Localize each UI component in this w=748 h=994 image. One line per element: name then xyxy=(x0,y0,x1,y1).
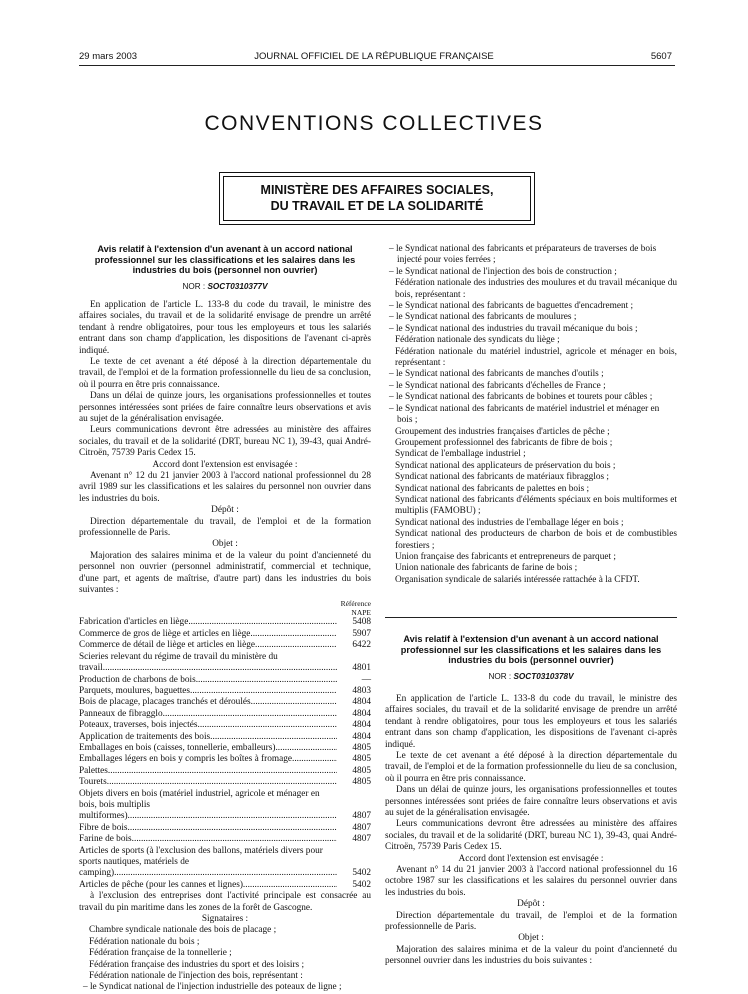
avis2-title: Avis relatif à l'extension d'un avenant à un accord national professionnel sur les classifications et les salaires dans les industries du bois (personnel ouvrier) xyxy=(400,634,662,665)
nape-row xyxy=(79,617,371,628)
signataire-item: Fédération nationale des syndicats du liège ; xyxy=(395,335,560,346)
avis2-objet-text: Majoration des salaires minima et de la valeur du point d'ancienneté du personnel ouvrier dans les industries du bois suivantes : xyxy=(385,944,677,967)
signataire-item: – le Syndicat national des industries du travail mécanique du bois ; xyxy=(389,323,638,334)
signataire-item: Syndicat national des fabricants d'éléments spéciaux en bois multiformes et multiplis (FAMOBU) ; xyxy=(395,494,677,517)
avis1-depot-text: Direction départementale du travail, de l'emploi et de la formation professionnelle de Paris. xyxy=(79,516,371,539)
signataire-item: Syndicat de l'emballage industriel ; xyxy=(395,449,526,460)
signataire-item: – le Syndicat national des fabricants de manches d'outils ; xyxy=(389,369,604,380)
avis1-signataires-label: Signataires : xyxy=(201,914,249,925)
nape-code: 4805 xyxy=(352,742,371,753)
nape-row xyxy=(79,777,371,788)
nape-row xyxy=(79,823,371,834)
signataire-item: Syndicat national des fabricants de matériaux fibragglos ; xyxy=(395,472,610,483)
avis1-accord-label: Accord dont l'extension est envisagée : xyxy=(152,459,298,470)
nape-code: 4804 xyxy=(352,720,371,731)
nape-activity: Palettes ..... xyxy=(79,766,337,777)
issue-date: 29 mars 2003 xyxy=(79,51,138,62)
nape-activity: Objets divers en bois (matériel industriel, agricole et ménager en bois, bois multiplis multiformes) ..... xyxy=(79,789,337,823)
nape-code: 4805 xyxy=(352,777,371,788)
signataire-item: Fédération française des industries du sport et des loisirs ; xyxy=(89,959,305,970)
signataire-item: – le Syndicat national des fabricants d'échelles de France ; xyxy=(389,380,606,391)
signataire-item: Fédération nationale du matériel industriel, agricole et ménager en bois, représentant : xyxy=(395,346,677,369)
avis1-nor-label: NOR : xyxy=(182,281,206,291)
avis2-paragraph: En application de l'article L. 133-8 du code du travail, le ministre des affaires sociales, du travail et de la solidarité envisage de prendre un arrêté tendant à rendre obligatoires, pour tous les employeurs et tous les salariés entrant dans son champ d'application, les dispositions de l'avenant ci-après indiqué. xyxy=(385,693,677,750)
avis1-exclusion: à l'exclusion des entreprises dont l'activité principale est consacrée au travail du pin maritime dans les zones de la forêt de Gascogne. xyxy=(79,891,371,913)
avis1-depot-label: Dépôt : xyxy=(211,505,239,516)
signataire-item: Union nationale des fabricants de farine de bois ; xyxy=(395,563,578,574)
nape-activity: Commerce de gros de liège et articles en liège ..... xyxy=(79,629,337,640)
nape-code: 4803 xyxy=(352,685,371,696)
nape-activity: Scieries relevant du régime de travail du ministère du travail ..... xyxy=(79,652,337,675)
nape-code: — xyxy=(361,674,371,685)
signataire-item: Fédération française de la tonnellerie ; xyxy=(89,948,232,959)
nape-activity: Fibre de bois ..... xyxy=(79,823,337,834)
nape-activity: Tourets ..... xyxy=(79,777,337,788)
nape-activity: Bois de placage, placages tranchés et déroulés ..... xyxy=(79,697,337,708)
nape-activity: Emballages en bois (caisses, tonnellerie, emballeurs) ..... xyxy=(79,743,337,754)
signataires-list-right xyxy=(385,244,677,586)
nape-activity: Panneaux de fibragglo ..... xyxy=(79,709,337,720)
nape-row xyxy=(79,880,371,891)
nape-code: 4807 xyxy=(352,811,371,822)
signataire-item: Organisation syndicale de salariés intéressée rattachée à la CFDT. xyxy=(395,574,640,585)
nape-code: 4804 xyxy=(352,697,371,708)
avis2-paragraph: Le texte de cet avenant a été déposé à la direction départementale du travail, de l'emploi et de la formation professionnelle du lieu de sa conclusion, où il pourra en être pris connaissance. xyxy=(385,750,677,784)
nape-code: 5402 xyxy=(352,879,371,890)
nape-code: 5402 xyxy=(352,868,371,879)
signataire-item: Syndicat national des industries de l'emballage léger en bois ; xyxy=(395,517,624,528)
avis1-objet-label: Objet : xyxy=(212,539,238,550)
signataire-item: Syndicat national des producteurs de charbon de bois et de combustibles forestiers ; xyxy=(395,529,677,551)
nape-row xyxy=(79,629,371,640)
nape-activity: Production de charbons de bois ..... xyxy=(79,675,337,686)
running-header xyxy=(0,51,748,65)
nape-row xyxy=(79,720,371,731)
nape-activity: Articles de sports (à l'exclusion des ballons, matériels divers pour sports nautiques, matériels de camping) ..... xyxy=(79,846,337,880)
nape-activity: Poteaux, traverses, bois injectés ..... xyxy=(79,720,337,731)
nape-activity: Commerce de détail de liège et articles en liège ..... xyxy=(79,640,337,651)
nape-code: 4801 xyxy=(352,663,371,674)
nape-row xyxy=(79,789,371,823)
section-title: CONVENTIONS COLLECTIVES xyxy=(204,112,544,135)
ministry-line-2: DU TRAVAIL ET DE LA SOLIDARITÉ xyxy=(270,199,484,213)
nape-row xyxy=(79,652,371,675)
nape-header-line-2: NAPE xyxy=(351,607,371,617)
nape-row xyxy=(79,732,371,743)
signataire-item: – le Syndicat national des fabricants de baguettes d'encadrement ; xyxy=(389,301,634,312)
nape-code: 4805 xyxy=(352,765,371,776)
avis1-title: Avis relatif à l'extension d'un avenant à un accord national professionnel sur les classifications et les salaires dans les industries du bois (personnel non ouvrier) xyxy=(94,244,356,275)
nape-row xyxy=(79,697,371,708)
avis2-paragraph: Dans un délai de quinze jours, les organisations professionnelles et toutes personnes intéressées sont priées de faire connaître leurs observations et avis au sujet de la généralisation envisagée. xyxy=(385,785,677,818)
signataire-item: – le Syndicat national des fabricants de bobines et tourets pour câbles ; xyxy=(389,392,653,403)
avis1-paragraph: Leurs communications devront être adressées au ministère des affaires sociales, du travail et de la solidarité (DRT, bureau NC 1), 39-43, quai André-Citroën, 75739 Paris Cedex 15. xyxy=(79,425,371,459)
avis2-nor-label: NOR : xyxy=(488,671,512,681)
nape-activity: Farine de bois ..... xyxy=(79,834,337,845)
nape-activity: Parquets, moulures, baguettes ..... xyxy=(79,686,337,697)
nape-code: 6422 xyxy=(352,640,371,651)
signataire-item: – le Syndicat national des fabricants de moulures ; xyxy=(389,312,577,323)
page-number: 5607 xyxy=(650,51,672,62)
nape-header-line-1: Référence xyxy=(340,599,371,609)
nape-row xyxy=(79,743,371,754)
nape-activity: Fabrication d'articles en liège ..... xyxy=(79,617,337,628)
nape-code: 4807 xyxy=(352,822,371,833)
avis1-avenant: Avenant n° 12 du 21 janvier 2003 à l'accord national professionnel du 28 avril 1989 sur les classifications et les salaires du personnel non ouvrier dans les industries du bois. xyxy=(79,471,371,504)
nape-activity: Emballages légers en bois y compris les boîtes à fromage ..... xyxy=(79,754,337,765)
signataire-item: – le Syndicat national des fabricants et préparateurs de traverses de bois injecté pour voies ferrées ; xyxy=(389,244,657,266)
signataire-item: Fédération nationale de l'injection des bois, représentant : xyxy=(89,971,303,982)
nape-table xyxy=(79,617,371,891)
nape-row xyxy=(79,846,371,880)
nape-code: 4805 xyxy=(352,754,371,765)
nape-row xyxy=(79,640,371,651)
right-column xyxy=(385,244,677,586)
ministry-box xyxy=(219,172,535,225)
avis2-paragraph: Leurs communications devront être adressées au ministère des affaires sociales, du travail et de la solidarité (DRT, bureau NC 1), 39-43, quai André-Citroën, 75739 Paris Cedex 15. xyxy=(385,819,677,853)
nape-code: 5907 xyxy=(352,628,371,639)
signataire-item: Syndicat national des applicateurs de préservation du bois ; xyxy=(395,460,616,471)
avis2-depot-text: Direction départementale du travail, de l'emploi et de la formation professionnelle de Paris. xyxy=(385,910,677,933)
signataire-item: Groupement des industries françaises d'articles de pêche ; xyxy=(395,426,610,437)
nape-code: 5408 xyxy=(352,617,371,628)
avis1-paragraph: Le texte de cet avenant a été déposé à la direction départementale du travail, de l'emploi et de la formation professionnelle du lieu de sa conclusion, où il pourra en être pris connaissance. xyxy=(79,356,371,390)
signataire-item: Groupement professionnel des fabricants de fibre de bois ; xyxy=(395,437,613,448)
nape-header xyxy=(79,600,371,617)
avis2-depot-label: Dépôt : xyxy=(517,899,545,910)
signataire-item: Syndicat national des fabricants de palettes en bois ; xyxy=(395,483,590,494)
nape-code: 4804 xyxy=(352,731,371,742)
signataire-item: Fédération nationale du bois ; xyxy=(89,936,200,947)
nape-code: 4804 xyxy=(352,708,371,719)
avis2-avenant: Avenant n° 14 du 21 janvier 2003 à l'accord national professionnel du 16 octobre 1987 sur les classifications et les salaires du personnel ouvrier dans les industries du bois. xyxy=(385,865,677,898)
signataires-list-left xyxy=(79,925,371,993)
avis2-nor-value: SOCT0310378V xyxy=(513,671,574,681)
avis2-block xyxy=(385,634,677,968)
nape-row xyxy=(79,754,371,765)
signataire-item: Chambre syndicale nationale des bois de placage ; xyxy=(89,925,277,936)
avis1-objet-text: Majoration des salaires minima et de la valeur du point d'ancienneté du personnel non ouvrier (personnel administratif, commercial et technique, d'une part, et agents de maîtrise, d'autre part) dans les industries du bois suivantes : xyxy=(79,550,371,596)
signataire-item: Union française des fabricants et entrepreneurs de parquet ; xyxy=(395,551,616,562)
avis1-nor xyxy=(79,281,371,292)
avis2-nor xyxy=(385,671,677,682)
nape-code: 4807 xyxy=(352,834,371,845)
avis2-objet-label: Objet : xyxy=(518,933,544,944)
article-separator xyxy=(385,617,677,618)
nape-row xyxy=(79,834,371,845)
avis2-accord-label: Accord dont l'extension est envisagée : xyxy=(458,853,604,864)
nape-activity: Application de traitements des bois ..... xyxy=(79,732,337,743)
ministry-line-1: MINISTÈRE DES AFFAIRES SOCIALES, xyxy=(260,183,494,197)
signataire-item: – le Syndicat national des fabricants de matériel industriel et ménager en bois ; xyxy=(389,403,660,426)
signataire-item: – le Syndicat national de l'injection industrielle des poteaux de ligne ; xyxy=(83,982,342,993)
header-rule xyxy=(79,65,675,66)
journal-name: JOURNAL OFFICIEL DE LA RÉPUBLIQUE FRANÇAISE xyxy=(254,51,494,62)
signataire-item: – le Syndicat national de l'injection des bois de construction ; xyxy=(389,266,617,277)
avis1-paragraph: En application de l'article L. 133-8 du code du travail, le ministre des affaires sociales, du travail et de la solidarité envisage de prendre un arrêté tendant à rendre obligatoires, pour tous les employeurs et tous les salariés entrant dans son champ d'application, les dispositions de l'avenant ci-après indiqué. xyxy=(79,299,371,356)
nape-row xyxy=(79,766,371,777)
nape-activity: Articles de pêche (pour les cannes et lignes) ..... xyxy=(79,880,337,891)
left-column xyxy=(79,244,371,994)
nape-row xyxy=(79,709,371,720)
nape-row xyxy=(79,686,371,697)
avis1-paragraph: Dans un délai de quinze jours, les organisations professionnelles et toutes personnes intéressées sont priées de faire connaître leurs observations et avis au sujet de la généralisation envisagée. xyxy=(79,391,371,424)
avis1-nor-value: SOCT0310377V xyxy=(207,281,268,291)
nape-row xyxy=(79,675,371,686)
signataire-item: Fédération nationale des industries des moulures et du travail mécanique du bois, représentant : xyxy=(395,278,677,300)
